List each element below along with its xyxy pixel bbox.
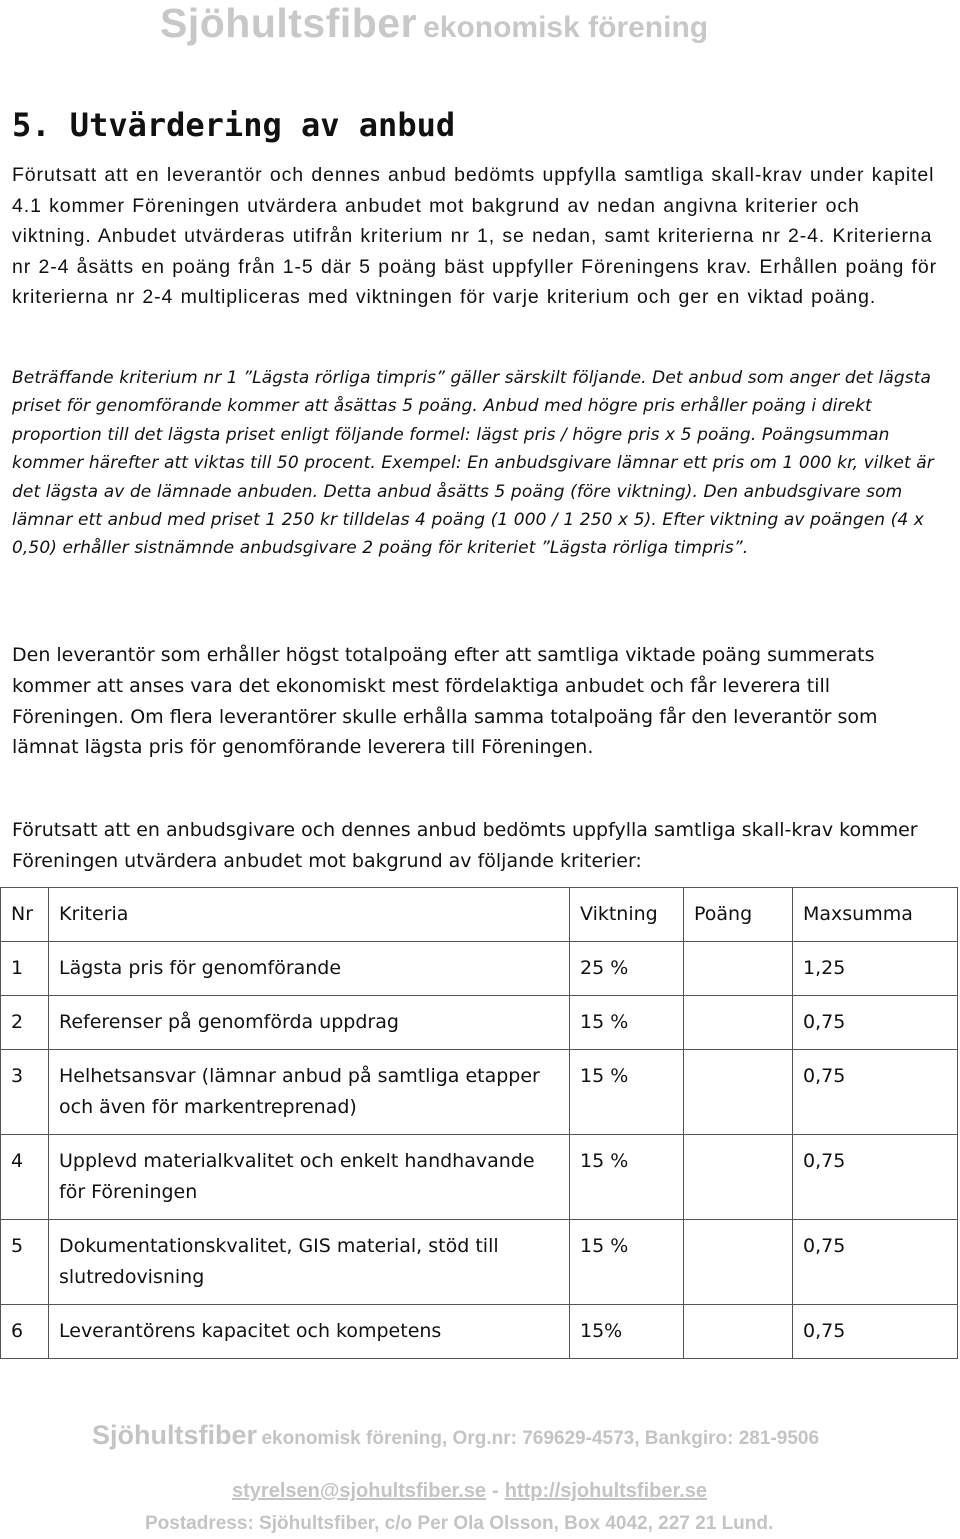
- cell-kriteria: Referenser på genomförda uppdrag: [49, 996, 570, 1050]
- criteria-intro-paragraph: Förutsatt att en anbudsgivare och dennes anbud bedömts uppfylla samtliga skall-krav kommer Föreningen utvärdera anbudet mot bakgrund av följande kriterier:: [12, 819, 918, 872]
- email-link[interactable]: styrelsen@sjohultsfiber.se: [232, 1480, 487, 1502]
- cell-maxsumma: 1,25: [793, 942, 958, 996]
- cell-viktning: 15 %: [570, 1135, 684, 1220]
- cell-poang: [684, 942, 793, 996]
- footer-separator: -: [492, 1480, 499, 1502]
- cell-nr: 5: [1, 1220, 49, 1305]
- header-brand-name: Sjöhultsfiber: [160, 0, 418, 46]
- cell-kriteria: Dokumentationskvalitet, GIS material, stöd till slutredovisning: [49, 1220, 570, 1305]
- table-header-row: [1, 888, 958, 942]
- footer-brand-name: Sjöhultsfiber: [92, 1420, 258, 1450]
- cell-maxsumma: 0,75: [793, 1220, 958, 1305]
- cell-poang: [684, 996, 793, 1050]
- header-maxsumma: Maxsumma: [793, 888, 958, 942]
- cell-nr: 4: [1, 1135, 49, 1220]
- cell-maxsumma: 0,75: [793, 1050, 958, 1135]
- footer-address: Postadress: Sjöhultsfiber, c/o Per Ola Olsson, Box 4042, 227 21 Lund.: [145, 1513, 774, 1534]
- section-title: 5. Utvärdering av anbud: [12, 106, 456, 144]
- cell-poang: [684, 1220, 793, 1305]
- cell-viktning: 15 %: [570, 1220, 684, 1305]
- cell-poang: [684, 1135, 793, 1220]
- footer-brand-details: ekonomisk förening, Org.nr: 769629-4573, Bankgiro: 281-9506: [261, 1428, 820, 1449]
- cell-poang: [684, 1305, 793, 1359]
- cell-viktning: 25 %: [570, 942, 684, 996]
- table-row: [1, 942, 958, 996]
- table-row: [1, 996, 958, 1050]
- cell-poang: [684, 1050, 793, 1135]
- header-poang: Poäng: [684, 888, 793, 942]
- cell-nr: 2: [1, 996, 49, 1050]
- cell-kriteria: Helhetsansvar (lämnar anbud på samtliga etapper och även för markentreprenad): [49, 1050, 570, 1135]
- cell-nr: 6: [1, 1305, 49, 1359]
- cell-nr: 1: [1, 942, 49, 996]
- header-viktning: Viktning: [570, 888, 684, 942]
- footer-brand: [92, 1420, 819, 1451]
- header-brand-suffix: ekonomisk förening: [423, 11, 709, 44]
- footer-links: [232, 1480, 707, 1503]
- table-row: [1, 1050, 958, 1135]
- intro-paragraph: Förutsatt att en leverantör och dennes anbud bedömts uppfylla samtliga skall-krav under kapitel 4.1 kommer Föreningen utvärdera anbudet mot bakgrund av nedan angivna kriterier och viktning. Anbudet utvärderas utifrån kriterium nr 1, se nedan, samt kriterierna nr 2-4. Kriterierna nr 2-4 åsätts en poäng från 1-5 där 5 poäng bäst uppfyller Föreningens krav. Erhållen poäng för kriterierna nr 2-4 multipliceras med viktningen för varje kriterium och ger en viktad poäng.: [12, 164, 937, 308]
- criteria-table: [0, 887, 958, 1359]
- table-row: [1, 1135, 958, 1220]
- cell-nr: 3: [1, 1050, 49, 1135]
- cell-viktning: 15 %: [570, 1050, 684, 1135]
- price-rule-paragraph: Beträffande kriterium nr 1 ”Lägsta rörliga timpris” gäller särskilt följande. Det anbud som anger det lägsta priset för genomförande kommer att åsättas 5 poäng. Anbud med högre pris erhåller poäng i direkt proportion till det lägsta priset enligt följande formel: lägst pris / högre pris x 5 poäng. Poängsumman kommer härefter att viktas till 50 procent. Exempel: En anbudsgivare lämnar ett pris om 1 000 kr, vilket är det lägsta av de lämnade anbuden. Detta anbud åsätts 5 poäng (före viktning). Den anbudsgivare som lämnar ett anbud med priset 1 250 kr tilldelas 4 poäng (1 000 / 1 250 x 5). Efter viktning av poängen (4 x 0,50) erhåller sistnämnde anbudsgivare 2 poäng för kriteriet ”Lägsta rörliga timpris”.: [12, 368, 934, 559]
- cell-maxsumma: 0,75: [793, 1305, 958, 1359]
- cell-maxsumma: 0,75: [793, 1135, 958, 1220]
- table-row: [1, 1220, 958, 1305]
- cell-kriteria: Leverantörens kapacitet och kompetens: [49, 1305, 570, 1359]
- cell-viktning: 15 %: [570, 996, 684, 1050]
- winner-paragraph: Den leverantör som erhåller högst totalpoäng efter att samtliga viktade poäng summerats kommer att anses vara det ekonomiskt mest fördelaktiga anbudet och får leverera till Föreningen. Om flera leverantörer skulle erhålla samma totalpoäng får den leverantör som lämnat lägsta pris för genomförande leverera till Föreningen.: [12, 644, 878, 759]
- cell-kriteria: Upplevd materialkvalitet och enkelt handhavande för Föreningen: [49, 1135, 570, 1220]
- cell-kriteria: Lägsta pris för genomförande: [49, 942, 570, 996]
- website-link[interactable]: http://sjohultsfiber.se: [504, 1480, 707, 1502]
- header-nr: Nr: [1, 888, 49, 942]
- cell-maxsumma: 0,75: [793, 996, 958, 1050]
- header-logo: [160, 0, 708, 47]
- table-row: [1, 1305, 958, 1359]
- cell-viktning: 15%: [570, 1305, 684, 1359]
- header-kriteria: Kriteria: [49, 888, 570, 942]
